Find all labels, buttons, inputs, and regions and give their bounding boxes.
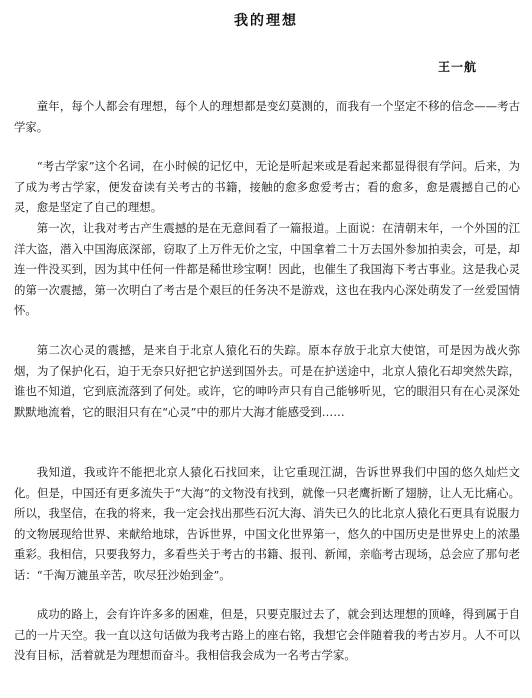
paragraph-1: 童年，每个人都会有理想，每个人的理想都是变幻莫测的，而我有一个坚定不移的信念——考古学家。 (14, 99, 520, 134)
document-title: 我的理想 (234, 13, 298, 29)
paragraph-3: 第一次，让我对考古产生震撼的是在无意间看了一篇报道。上面说：在清朝末年，一个外国的江洋大盗，潜入中国海底深部，窃取了上万件无价之宝，中国拿着二十万去国外参加拍卖会，可是，却连一件没买到，因为其中任何一件都是稀世珍宝啊！因此，也催生了我国海下考古事业。这是我心灵的第一次震撼，第一次明白了考古是个艰巨的任务决不是游戏，这也在我内心深处萌发了一丝爱国情怀。 (14, 221, 520, 317)
paragraph-2: “考古学家”这个名词，在小时候的记忆中，无论是听起来或是看起来都显得很有学问。后来，为了成为考古学家，便发奋读有关考古的书籍，接触的愈多愈爱考古；看的愈多，愈是震撼自己的心灵，愈是坚定了自己的理想。 (14, 159, 520, 214)
author-name: 王一航 (438, 60, 478, 74)
paragraph-4: 第二次心灵的震撼，是来自于北京人猿化石的失踪。原本存放于北京大使馆，可是因为战火弥烟，为了保护化石，迫于无奈只好把它护送到国外去。可是在护送途中，北京人猿化石却突然失踪，谁也不知道，它到底流落到了何处。或许，它的呻吟声只有自己能够听见，它的眼泪只有在心灵深处默默地流着，它的眼泪只有在“心灵”中的那片大海才能感受到…… (14, 343, 520, 419)
paragraph-5: 我知道，我或许不能把北京人猿化石找回来，让它重现江湖，告诉世界我们中国的悠久灿烂文化。但是，中国还有更多流失于“大海”的文物没有找到，就像一只老鹰折断了翅膀，让人无比痛心。所以，我坚信，在我的将来，我一定会找出那些石沉大海、消失已久的比北京人猿化石更具有说服力的文物展现给世界、来献给地球，告诉世界，中国文化世界第一，悠久的中国历史是世界史上的浓墨重彩。我相信，只要我努力，多看些关于考古的书籍、报刊、新闻，亲临考古现场，总会应了那句老话：“千淘万漉虽辛苦，吹尽狂沙始到金”。 (14, 465, 520, 582)
paragraph-6: 成功的路上，会有许许多多的困难，但是，只要克服过去了，就会到达理想的顶峰，得到属于自己的一片天空。我一直以这句话做为我考古路上的座右铭，我想它会伴随着我的考古岁月。人不可以没有目标，活着就是为理想而奋斗。我相信我会成为一名考古学家。 (14, 607, 520, 662)
